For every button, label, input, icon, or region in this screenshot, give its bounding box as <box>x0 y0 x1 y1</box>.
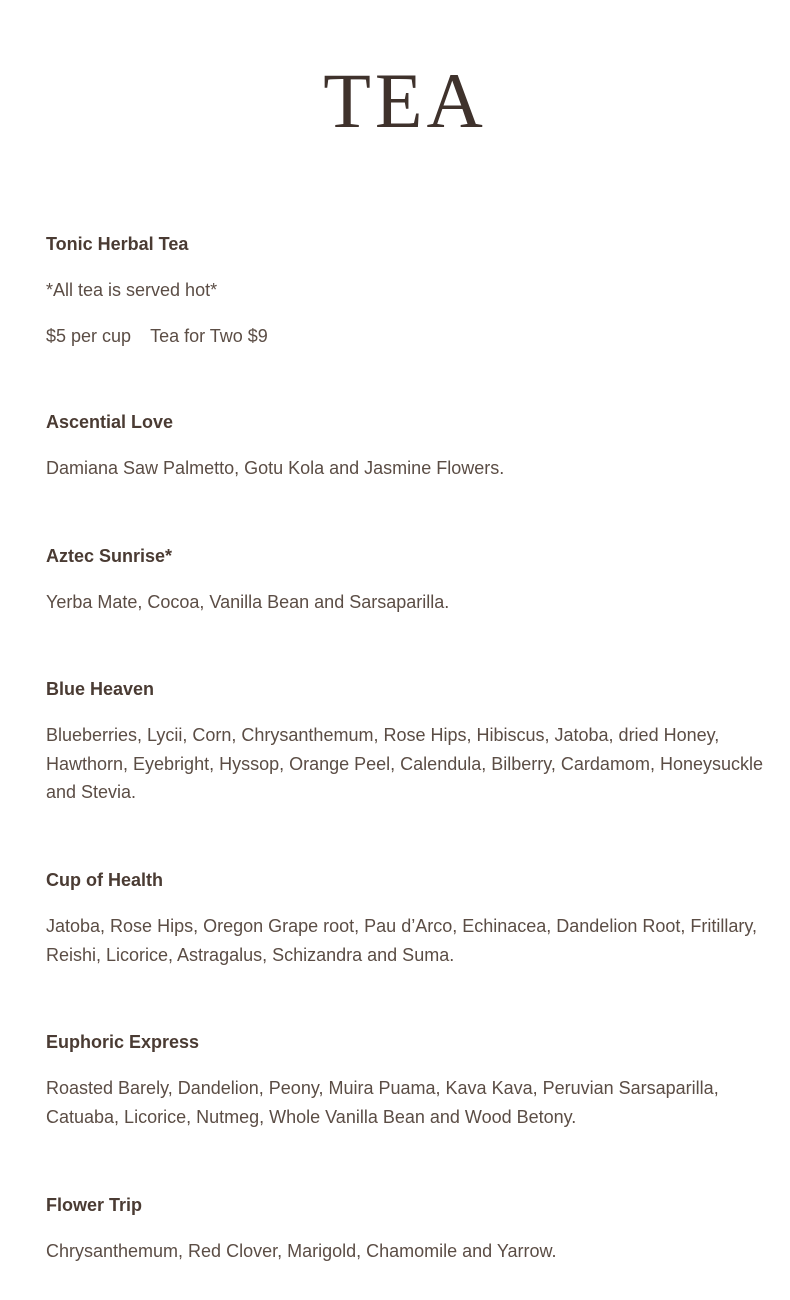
menu-item-name: Aztec Sunrise* <box>46 546 173 566</box>
menu-item-name: Flower Trip <box>46 1195 143 1215</box>
menu-item <box>46 677 770 807</box>
price-tea-for-two: Tea for Two $9 <box>150 325 268 346</box>
page-title: TEA <box>323 57 487 144</box>
menu-item-name: Blue Heaven <box>46 679 155 699</box>
menu-item-description: Yerba Mate, Cocoa, Vanilla Bean and Sarsaparilla. <box>46 592 450 612</box>
menu-item <box>46 1030 770 1131</box>
section-heading: Tonic Herbal Tea <box>46 234 189 254</box>
menu-item-description: Blueberries, Lycii, Corn, Chrysanthemum, Rose Hips, Hibiscus, Jatoba, dried Honey, Hawthorn, Eyebright, Hyssop, Orange Peel, Calendula, Bilberry, Cardamom, Honeysuckle and Stevia. <box>46 725 763 802</box>
menu-item <box>46 1193 770 1266</box>
menu-item-name: Euphoric Express <box>46 1032 200 1052</box>
price-per-cup: $5 per cup <box>46 325 132 346</box>
menu-item <box>46 410 770 483</box>
menu-item <box>46 868 770 969</box>
menu-intro <box>46 232 766 350</box>
menu-item-description: Chrysanthemum, Red Clover, Marigold, Chamomile and Yarrow. <box>46 1241 557 1261</box>
menu-item-name: Ascential Love <box>46 412 174 432</box>
menu-item-description: Roasted Barely, Dandelion, Peony, Muira Puama, Kava Kava, Peruvian Sarsaparilla, Catuaba, Licorice, Nutmeg, Whole Vanilla Bean and Wood Betony. <box>46 1078 719 1127</box>
menu-item-description: Damiana Saw Palmetto, Gotu Kola and Jasmine Flowers. <box>46 458 505 478</box>
menu-item <box>46 544 770 617</box>
serving-note: *All tea is served hot* <box>46 280 218 300</box>
price-row <box>46 322 766 351</box>
menu-item-name: Cup of Health <box>46 870 163 890</box>
menu-item-description: Jatoba, Rose Hips, Oregon Grape root, Pau d’Arco, Echinacea, Dandelion Root, Fritillary, Reishi, Licorice, Astragalus, Schizandra and Suma. <box>46 916 758 965</box>
